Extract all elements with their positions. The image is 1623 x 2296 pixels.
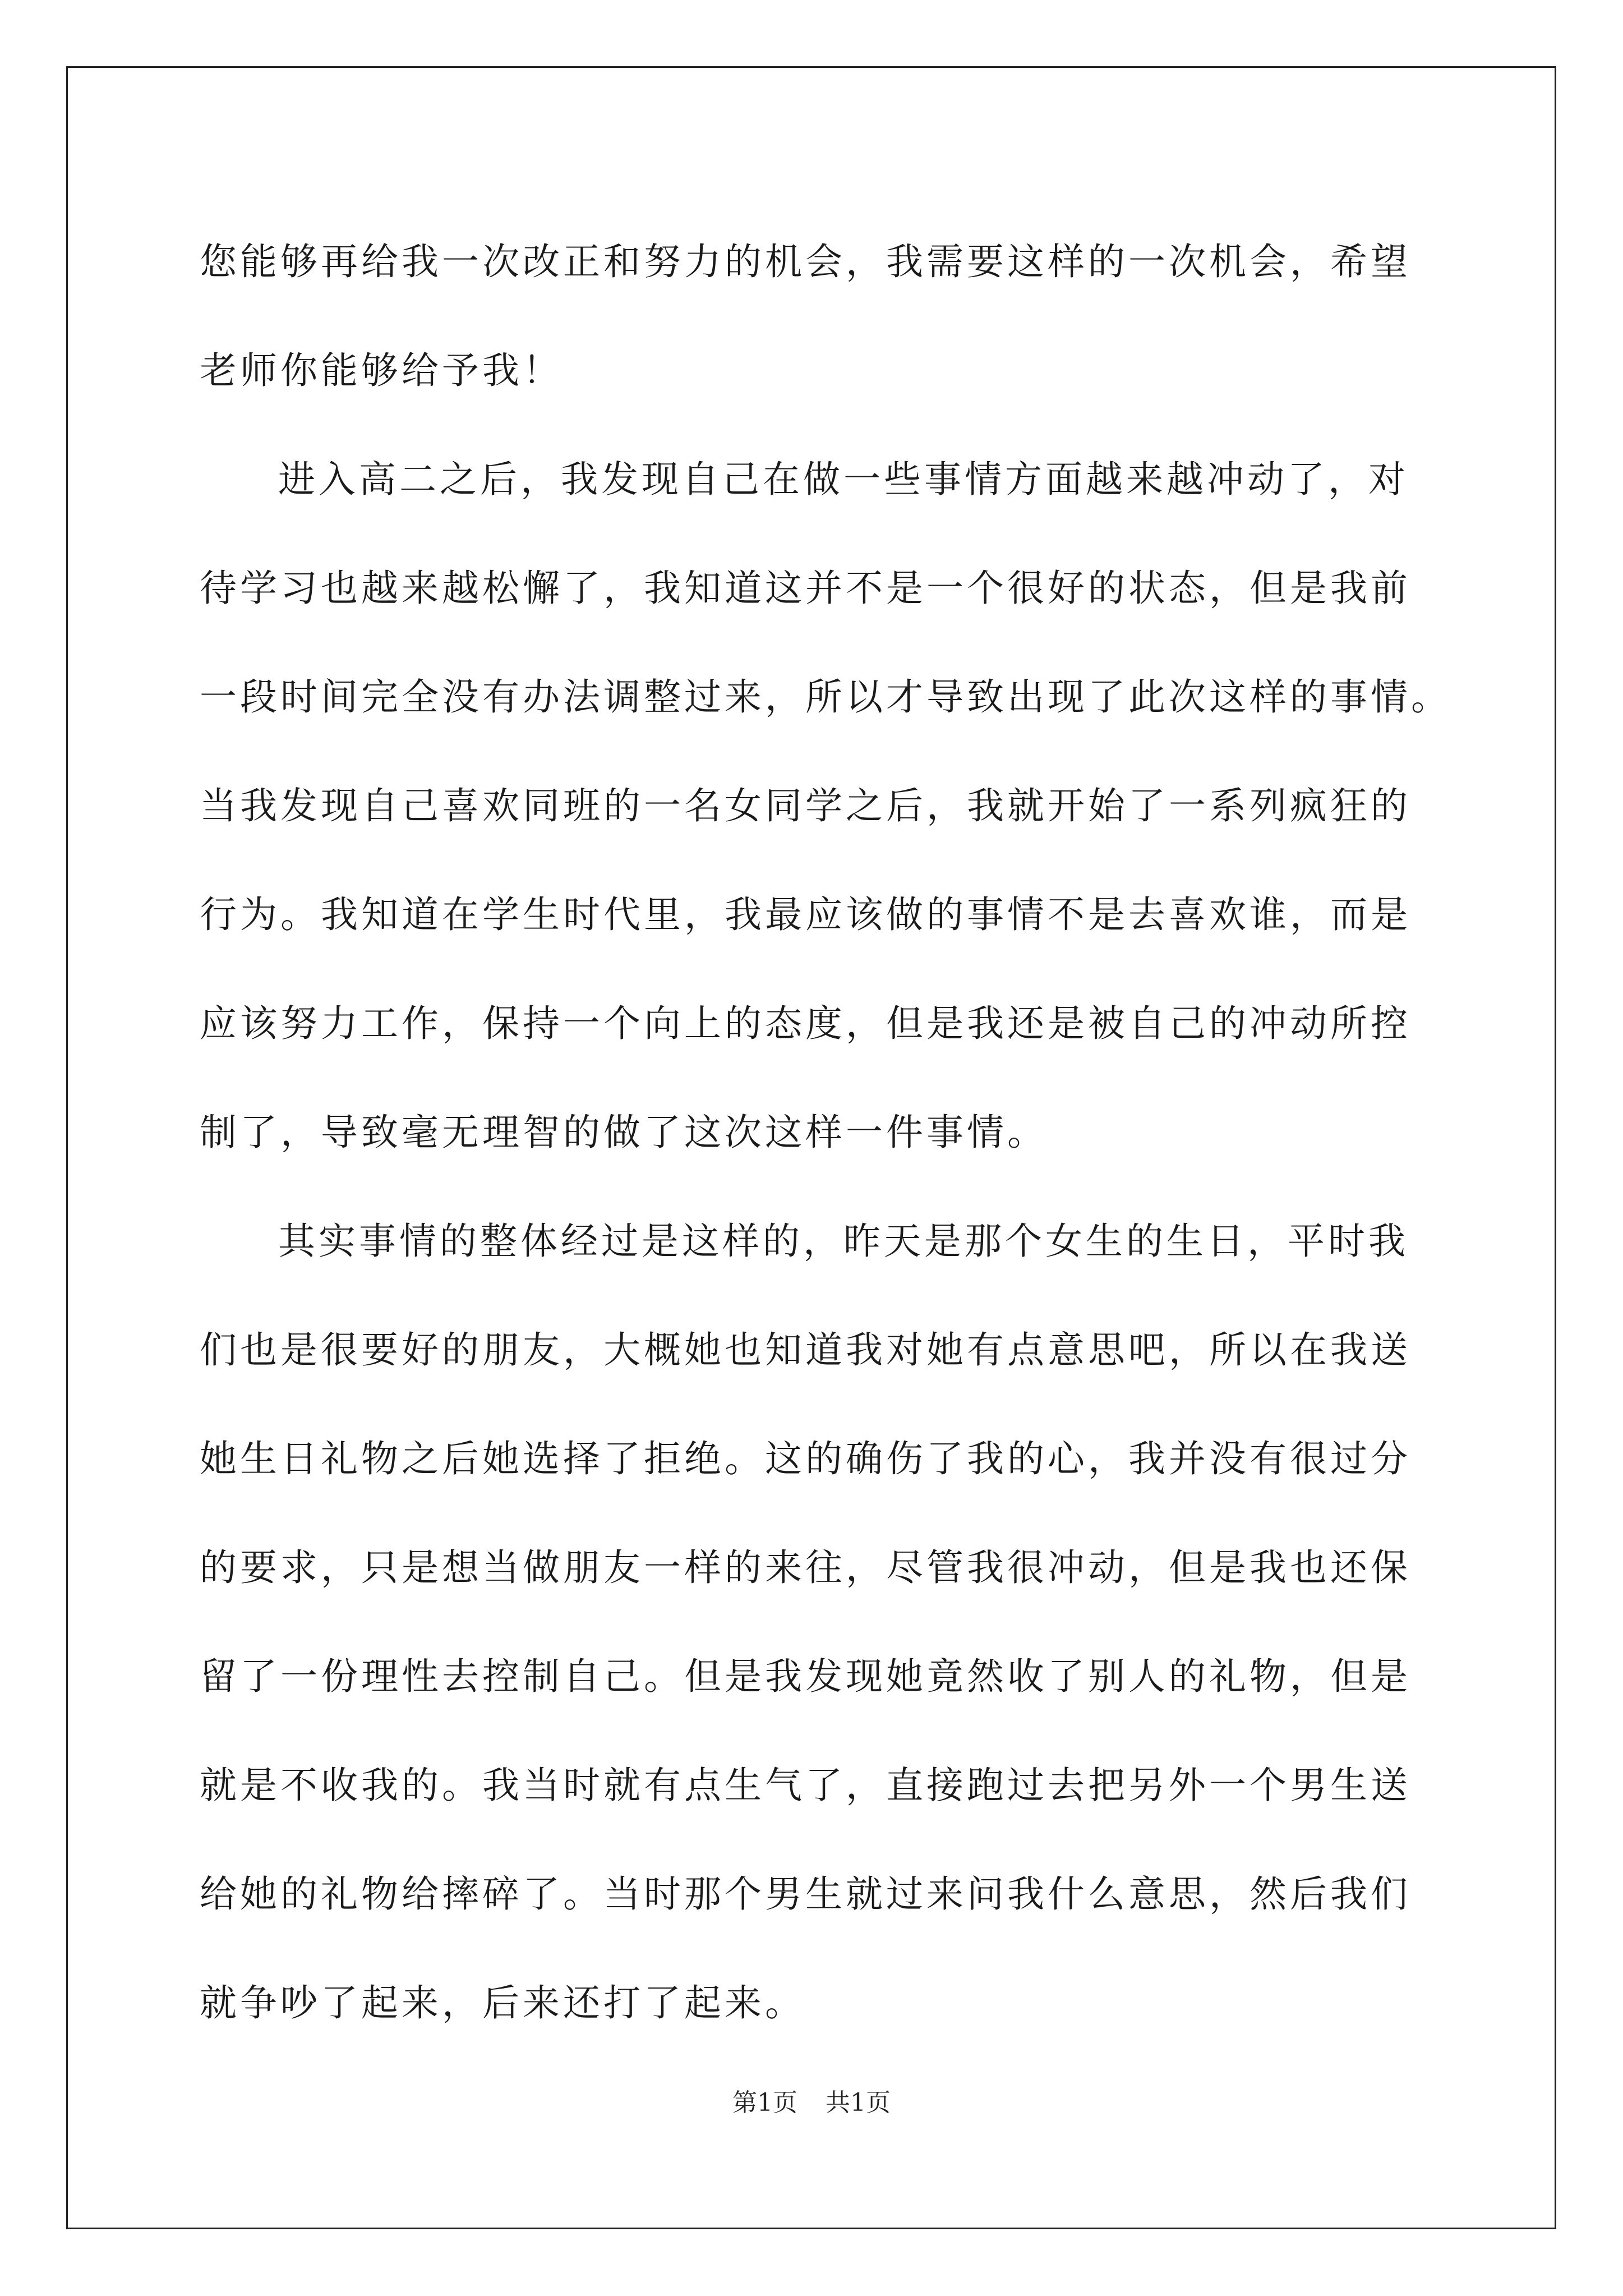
text-line: 您能够再给我一次改正和努力的机会，我需要这样的一次机会，希望 bbox=[200, 240, 1411, 283]
document-body bbox=[200, 208, 1451, 2058]
text-line: 当我发现自己喜欢同班的一名女同学之后，我就开始了一系列疯狂的 bbox=[200, 784, 1411, 827]
text-line: 留了一份理性去控制自己。但是我发现她竟然收了别人的礼物，但是 bbox=[200, 1655, 1411, 1698]
text-line: 她生日礼物之后她选择了拒绝。这的确伤了我的心，我并没有很过分 bbox=[200, 1437, 1411, 1480]
text-line: 其实事情的整体经过是这样的，昨天是那个女生的生日，平时我 bbox=[278, 1220, 1409, 1263]
text-line: 给她的礼物给摔碎了。当时那个男生就过来问我什么意思，然后我们 bbox=[200, 1872, 1411, 1916]
text-line: 一段时间完全没有办法调整过来，所以才导致出现了此次这样的事情。 bbox=[200, 675, 1451, 719]
text-line: 应该努力工作，保持一个向上的态度，但是我还是被自己的冲动所控 bbox=[200, 1002, 1411, 1045]
page-number-total: 共1页 bbox=[826, 2088, 891, 2117]
text-line: 进入高二之后，我发现自己在做一些事情方面越来越冲动了，对 bbox=[278, 458, 1409, 501]
text-line: 待学习也越来越松懈了，我知道这并不是一个很好的状态，但是我前 bbox=[200, 567, 1411, 610]
page-footer bbox=[0, 2082, 1623, 2118]
text-line: 制了，导致毫无理智的做了这次这样一件事情。 bbox=[200, 1111, 1048, 1154]
text-line: 就是不收我的。我当时就有点生气了，直接跑过去把另外一个男生送 bbox=[200, 1764, 1411, 1807]
text-line: 的要求，只是想当做朋友一样的来往，尽管我很冲动，但是我也还保 bbox=[200, 1546, 1411, 1589]
text-line: 行为。我知道在学生时代里，我最应该做的事情不是去喜欢谁，而是 bbox=[200, 893, 1411, 936]
text-line: 老师你能够给予我！ bbox=[200, 349, 563, 392]
text-line: 就争吵了起来，后来还打了起来。 bbox=[200, 1981, 805, 2024]
page-number-current: 第1页 bbox=[732, 2088, 797, 2117]
text-line: 们也是很要好的朋友，大概她也知道我对她有点意思吧，所以在我送 bbox=[200, 1328, 1411, 1372]
